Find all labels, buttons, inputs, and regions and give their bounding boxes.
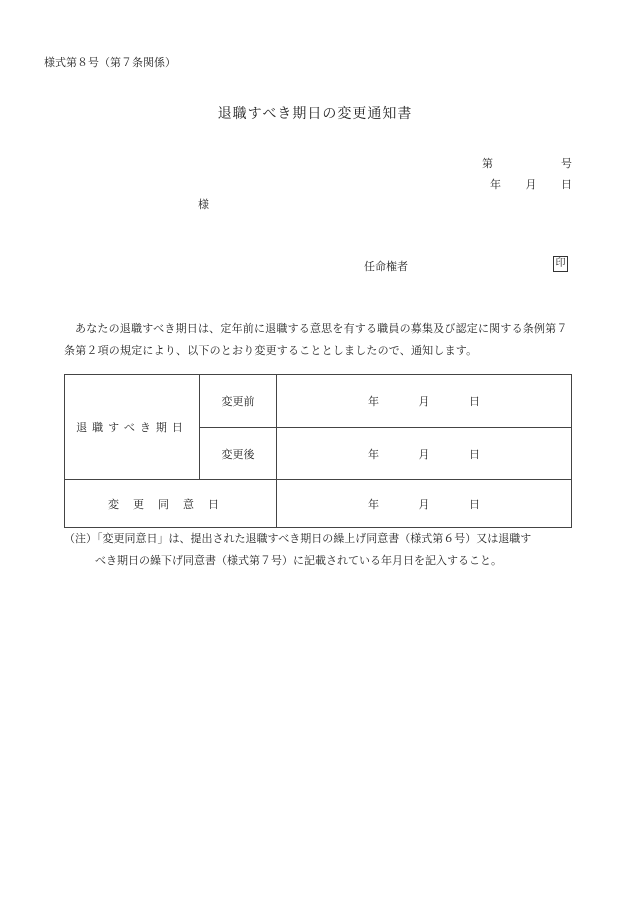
after-change-date (277, 428, 572, 480)
form-number: 様式第８号（第７条関係） (44, 56, 176, 69)
date-day: 日 (469, 395, 480, 408)
document-title: 退職すべき期日の変更通知書 (217, 106, 413, 122)
issue-day: 日 (561, 178, 572, 191)
notice-body: あなたの退職すべき期日は、定年前に退職する意思を有する職員の募集及び認定に関する条例第７条第２項の規定により、以下のとおり変更することとしましたので、通知します。 (64, 322, 568, 357)
date-day: 日 (469, 447, 480, 461)
issue-month: 月 (525, 178, 537, 191)
footnote-line-2: べき期日の繰下げ同意書（様式第７号）に記載されている年月日を記入すること。 (95, 554, 502, 567)
document-number (482, 155, 572, 171)
date-change-table (64, 374, 572, 528)
appointing-authority-label: 任命権者 (364, 260, 408, 273)
date-year: 年 (368, 497, 379, 511)
date-year: 年 (368, 447, 379, 461)
issue-date (490, 176, 572, 192)
retirement-date-label: 退職すべき期日 (65, 375, 200, 480)
number-suffix: 号 (561, 157, 572, 170)
date-month: 月 (418, 447, 430, 461)
consent-date (277, 480, 572, 528)
date-year: 年 (368, 395, 379, 408)
date-month: 月 (418, 497, 430, 511)
consent-date-label: 変更同意日 (65, 480, 277, 528)
seal-mark: 印 (553, 256, 568, 272)
before-change-date (277, 375, 572, 428)
date-month: 月 (418, 395, 430, 408)
date-day: 日 (469, 497, 480, 511)
before-change-label: 変更前 (200, 375, 277, 428)
footnote-line-1: （注）「変更同意日」は、提出された退職すべき期日の繰上げ同意書（様式第６号）又は退職す (64, 532, 532, 545)
addressee-honorific: 様 (198, 198, 209, 211)
after-change-label: 変更後 (200, 428, 277, 480)
issue-year: 年 (490, 178, 501, 191)
number-prefix: 第 (482, 157, 493, 170)
table-row (65, 375, 572, 428)
footnote (64, 528, 578, 572)
table-row (65, 480, 572, 528)
